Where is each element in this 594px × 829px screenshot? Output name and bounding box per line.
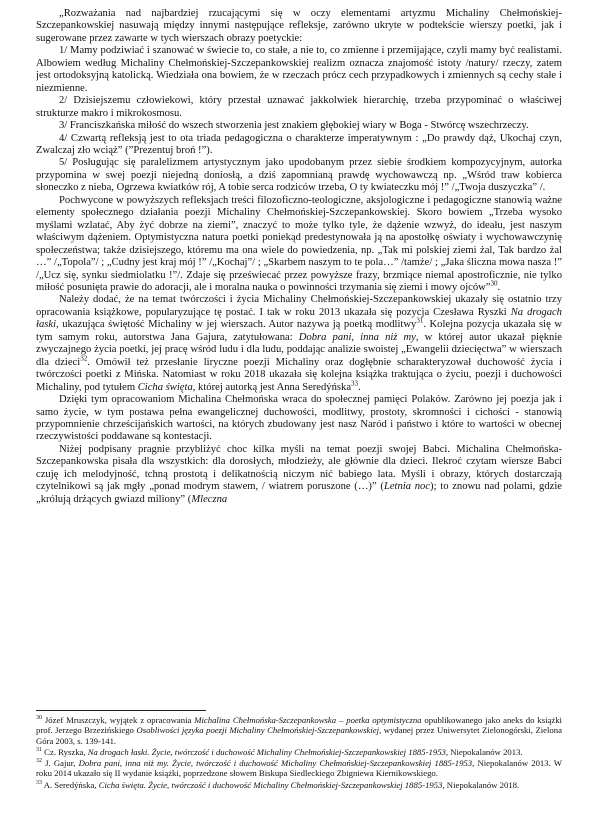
paragraph-reflection-5 [36, 157, 562, 194]
paragraph-grandmother [36, 444, 562, 506]
italic-title: Mleczna [191, 493, 228, 505]
text-run: Należy dodać, że na temat twórczości i życia Michaliny Chełmońskiej-Szczepankowskiej ukazały się ostatnio trzy opracowania książkowe, popularyzujące tę postać. I tak w roku 2013 ukazała się pozycja Czesława Ryszki [36, 294, 562, 318]
paragraph-publications [36, 294, 562, 394]
text-run: , ukazująca świętość Michaliny w jej wierszach. Autor nazywa ją poetką modlitwy [56, 319, 417, 331]
text-run: 5/ Posługując się paralelizmem artystycznym jako upodobanym przez siebie środkiem kompozycyjnym, autorka przypomina w swej poezji niejedną doniosłą, a dziś zapomnianą prawdę wychowawczą np. „Wśród traw kobierca słoneczko z nieba, Ogrzewa kwiatków rój, A tobie serca rodziców trzeba, O ty kwiateczku mój !” /„Twoja duszyczka” /. [36, 157, 562, 194]
text-run: . [497, 281, 501, 293]
text-run: ); to znowu nad polami, gdzie „królują drżących gwiazd miliony” ( [36, 481, 562, 505]
text-run: , w której autor ukazał pięknie zwyczajnego życia poetki, jej pracę wśród ludu i dla ludu, poddając analizie swoistej „Ewangelii dziecięctwa” w wierszach dla dzieci [36, 331, 562, 368]
text-run: , Niepokalanów 2018. [442, 779, 520, 790]
italic-title: Cicha święta [137, 381, 193, 393]
footnote-ref: 32 [80, 354, 88, 363]
text-run: Niżej podpisany pragnie przybliżyć choc kilka myśli na temat poezji swojej Babci. Michalina Chełmońska-Szczepankowska pisała dla wszystkich: dla dorosłych, młodzieży, ale głównie dla dzieci. Ilekroć czytam wiersze Babci czuję ich melodyjność, tchną prostotą i delikatnością niczym nić babiego lata. Myśli i obrazy, których dostarczają czytelnikowi są jak mgły „ponad modrym stawem, / wiatrem poruszone (…)” ( [36, 443, 562, 493]
text-run: . Kolejna pozycja ukazała się w tym samym roku, autorstwa Jana Gajura, zatytułowana: [36, 319, 562, 343]
text-run: 2/ Dzisiejszemu człowiekowi, który przestał uznawać jakkolwiek hierarchię, trzeba przypominać o właściwej strukturze makro i mikrokosmosu. [36, 95, 562, 119]
italic-title: Na drogach łaski [36, 306, 562, 331]
footnote-separator [36, 710, 206, 711]
italic-title: Michalina Chełmońska-Szczepankowska – poetka optymistyczna [194, 715, 422, 725]
italic-title: Osobliwości języka poezji Michaliny Chełmońskiej-Szczepankowskiej [136, 725, 380, 736]
paragraph-reflection-3 [36, 120, 562, 132]
paragraph-reflection-1 [36, 45, 562, 95]
text-run: Dzięki tym opracowaniom Michalina Chełmońska wraca do społecznej pamięci Polaków. Zarówno jej poezja jak i samo życie, w tym postawa pełna ewangelicznej duchowości, modlitwy, prostoty, skromności i cichości - stanowią przypomnienie chrześcijańskich wartości, na których zbudowany jest nasz Naród i państwo i które to wartości w obecnej rzeczywistości poddawane są kontestacji. [36, 394, 562, 443]
text-run: Cz. Ryszka, [42, 746, 88, 757]
paragraph-quote-intro [36, 8, 562, 45]
italic-title: Dobra pani, inna niż my. Życie, twórczość i duchowość Michaliny Chełmońskiej-Szczepankowskiej 1885-1953 [78, 758, 473, 769]
text-run: , Niepokalanów 2013. [445, 746, 523, 757]
paragraph-memory [36, 394, 562, 444]
footnote-ref: 31 [416, 316, 424, 325]
text-run: „Rozważania nad najbardziej rzucającymi się w oczy elementami artyzmu Michaliny Chełmońskiej-Szczepankowskiej nasuwają między innymi następujące refleksje, zarówno ukryte w podtekście wierszy poetki, jak i sugerowane przez zawarte w tych wierszach obrazy poetyckie: [36, 8, 562, 44]
text-run: . Omówił też przesłanie liryczne poezji Michaliny oraz dogłębnie scharakteryzował duchowość życia i twórczości poetki z Mińska. Natomiast w roku 2018 ukazała się kolejna książka traktująca o życiu, poezji i duchowości Michaliny, pod tytułem [36, 356, 562, 393]
footnote-33 [36, 780, 562, 790]
footnote-ref: 33 [351, 379, 359, 388]
footnote-number: 31 [36, 747, 42, 753]
paragraph-reflection-4 [36, 133, 562, 158]
italic-title: Dobra pani, inna niż my [298, 331, 416, 343]
text-run: . [358, 381, 361, 393]
footnote-number: 33 [36, 779, 42, 786]
paragraph-reflection-2 [36, 95, 562, 120]
footnote-30 [36, 715, 562, 746]
footnote-32 [36, 758, 562, 779]
text-run: 4/ Czwartą refleksją jest to ota triada pedagogiczna o charakterze imperatywnym : „Do prawdy dąż, Ukochaj czyn, Zwalczaj zło wciąż” (”Prezentuj broń !”). [36, 132, 562, 156]
footnote-number: 32 [36, 758, 42, 765]
text-run: 3/ Franciszkańska miłość do wszech stworzenia jest znakiem głębokiej wiary w Boga - Stwórcę wszechrzeczy. [59, 120, 529, 132]
text-run: Pochwycone w powyższych refleksjach treści filozoficzno-teologiczne, aksjologiczne i pedagogiczne stanowią ważne elementy społecznego działania poezji Michaliny Chełmońskiej-Szczepankowskiej. Skoro bowiem „Trzeba wysoko myślami wzlatać, Aby żyć dobrze na ziemi”, znaczyć to może tylko tyle, że dążenie wzwyż, do ideału, jest naszym właściwym dążeniem. Optymistyczna natura poetki poniekąd predestynowała ją na apostołkę oświaty i wychowawczynię społeczeństwa; także dzisiejszego, któremu ma ona wiele do powiedzenia, np. „Tak mi polskiej ziemi żal, Tak bardzo żal …” /„Topola”/ ; „Cudny jest kraj mój !” /„Kochaj”/ ; „Skarbem naszym to te pola…” /tamże/ ; „Jaka śliczna mowa nasza !” /„Ucz się, synku siedmiolatku !”/. Zdaje się przeświecać przez powyższe frazy, brzmiące niemal apostroficznie, nie tylko miłość posunięta prawie do adoracji, ale i moralna nauka o powinności trzymania się ziemi i mowy ojców” [36, 194, 562, 293]
text-run: , Niepokalanów 2013. W roku 2014 ukazało się II wydanie książki, poprzedzone słowem Biskupa Siedleckiego Zbigniewa Kiernikowskiego. [36, 758, 562, 779]
text-run: A. Seredýńska, [42, 779, 99, 790]
italic-title: Cicha święta. Życie, twórczość i duchowość Michaliny Chełmońskiej-Szczepankowskiej 1885-1953 [98, 779, 443, 790]
paragraph-summary [36, 195, 562, 295]
italic-title: Letnia noc [383, 481, 431, 493]
footnote-31 [36, 747, 562, 757]
footnotes [36, 715, 562, 790]
text-run: J. Gajur, [42, 758, 79, 769]
text-run: , której autorką jest Anna Seredýńska [192, 381, 352, 393]
document-page [36, 8, 562, 791]
text-run: opublikowanego jako aneks do książki prof. Jerzego Brzezińskiego [36, 715, 562, 736]
body-text [36, 8, 562, 707]
footnote-number: 30 [36, 715, 42, 722]
text-run: 1/ Mamy podziwiać i szanować w świecie to, co stałe, a nie to, co zmienne i przemijające, czyli mamy być realistami. Albowiem według Michaliny Chełmońskiej-Szczepankowskiej realizm oznacza znajomość istoty /natury/ rzeczy, zatem jest ortodoksyjną katolicką. Wiedziała ona bowiem, że w rzeczach prócz cech przypadkowych i zmiennych są cechy stałe i niezmienne. [36, 45, 562, 94]
italic-title: Na drogach łaski. Życie, twórczość i duchowość Michaliny Chełmońskiej-Szczepankowskiej 1885-1953 [87, 746, 446, 757]
text-run: , wydanej przez Uniwersytet Zielonogórski, Zielona Góra 2003, s. 139-141. [36, 725, 562, 746]
footnote-ref: 30 [490, 279, 498, 288]
text-run: Józef Mruszczyk, wyjątek z opracowania [42, 715, 195, 725]
